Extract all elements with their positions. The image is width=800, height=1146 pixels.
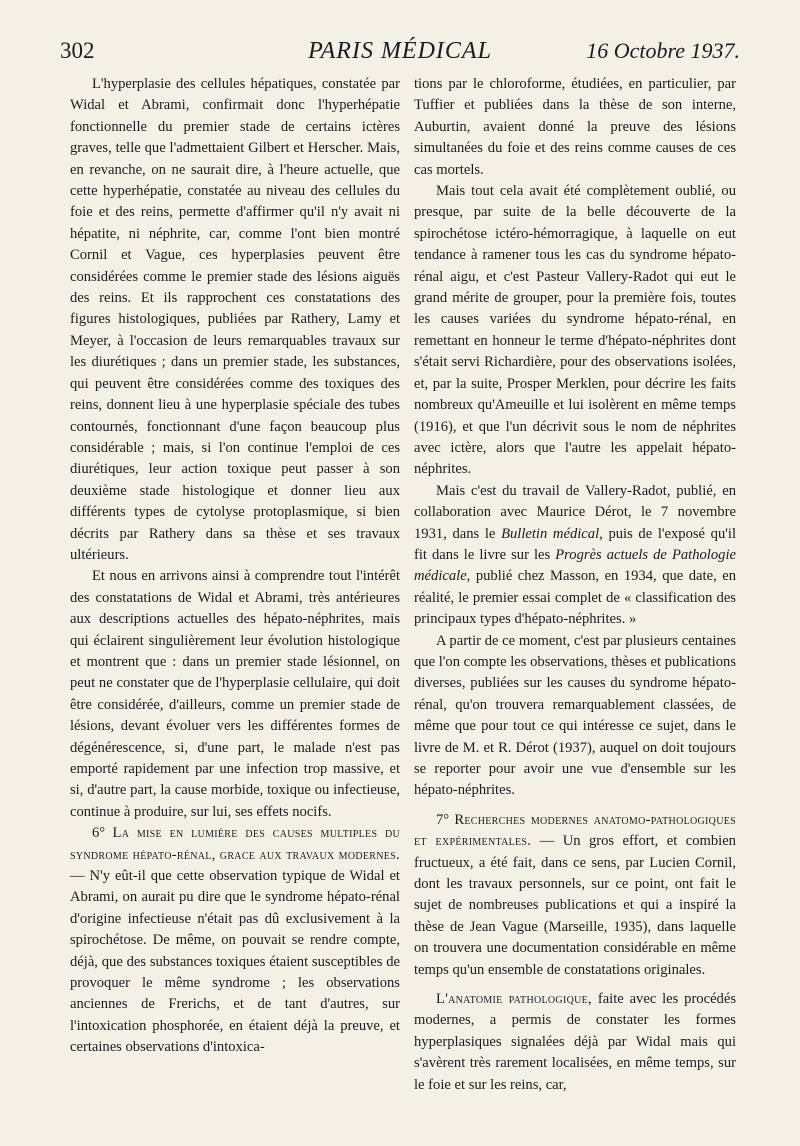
text-run: publié chez Masson, en 1934, que date, en réalité, le premier essai complet de « classification des principaux types d'hépato-néphrites. » xyxy=(414,568,736,628)
journal-title: PARIS MÉDICAL xyxy=(308,38,492,64)
paragraph-continued: tions par le chloroforme, étudiées, en particulier, par Tuffier et publiées dans la thèse de son interne, Auburtin, avaient donné la preuve des lésions simultanées du foie et des reins comme causes de ces cas mortels. xyxy=(414,76,736,178)
text-run: faite avec les procédés modernes, a permis de constater les formes hyperplasiques signalées déjà par Widal mais qui s'avèrent très rarement localisées, en même temps, sur le foie et sur les reins, car, xyxy=(414,991,737,1093)
journal-reference: Bulletin médical, xyxy=(501,525,603,542)
left-column xyxy=(70,74,400,1059)
section-7-paragraph xyxy=(414,810,736,981)
paragraph xyxy=(414,481,736,631)
section-6-paragraph xyxy=(70,823,400,1058)
page-number: 302 xyxy=(60,38,95,63)
section-heading: Recherches modernes anatomo-pathologiques et expérimentales. xyxy=(414,811,736,850)
subsection-heading: L'anatomie pathologique, xyxy=(436,991,592,1008)
issue-date: 16 Octobre 1937. xyxy=(586,38,740,63)
paragraph: Mais tout cela avait été complètement oublié, ou presque, par suite de la belle découverte de la spirochétose ictéro-hémorragique, à laquelle on eut tendance à ramener tous les cas du syndrome hépato-rénal aigu, et c'est Pasteur Vallery-Radot qui eut le grand mérite de grouper, pour la première fois, toutes les causes variées du syndrome hépato-rénal, en remettant en honneur le terme d'hépato-néphrites dont s'était servi Richardière, pour des observations isolées, et, par la suite, Prosper Merklen, pour décrire les faits nombreux qu'Ameuille et lui isolèrent en même temps (1916), et que l'un décrivit sous le nom de néphrites avec ictère, alors que l'autre les appelait hépato-néphrites. xyxy=(414,183,736,478)
paragraph: A partir de ce moment, c'est par plusieurs centaines que l'on compte les observations, thèses et publications diverses, publiées sur les causes du syndrome hépato-rénal, qu'on trouvera remarquablement classées, de même que pour tout ce qui intéresse ce sujet, dans le livre de M. et R. Dérot (1937), auquel on doit toujours se reporter pour avoir une vue d'ensemble sur les hépato-néphrites. xyxy=(414,632,737,799)
section-number: 6° xyxy=(92,825,106,842)
right-column xyxy=(414,74,736,1096)
text-run: puis de l'exposé qu'il fit dans le livre sur les xyxy=(414,525,737,563)
book-reference: Progrès actuels de Pathologie médicale, xyxy=(414,546,736,585)
section-heading: La mise en lumière des causes multiples du syndrome hépato-rénal, grace aux travaux modernes. xyxy=(70,825,400,863)
section-body: — Un gros effort, et combien fructueux, a été fait, dans ce sens, par Lucien Cornil, dont les travaux personnels, sur ce point, ont fait le sujet de nombreuses publications et qui a inspiré la thèse de Jean Vague (Marseille, 1935), dans laquelle on trouvera une documentation considérable en même temps qu'un ensemble de constatations originales. xyxy=(414,833,736,978)
section-body: — N'y eût-il que cette observation typique de Widal et Abrami, on aurait pu dire que le syndrome hépato-rénal d'origine infectieuse n'était pas dû exclusivement à la spirochétose. De même, on pouvait se rendre compte, déjà, que des substances toxiques étaient susceptibles de provoquer le même syndrome ; les observations anciennes de Frerichs, et de tant d'autres, sur l'intoxication phosphorée, en étaient déjà la preuve, et certaines observations d'intoxica- xyxy=(70,868,400,1056)
paragraph xyxy=(414,989,736,1096)
page-header xyxy=(60,38,740,78)
paragraph: Et nous en arrivons ainsi à comprendre tout l'intérêt des constatations de Widal et Abrami, très antérieures aux descriptions actuelles des hépato-néphrites, mais qui éclairent singulièrement leur évolution histologique et montrent que : dans un premier stade lésionnel, on peut ne constater que de l'hyperplasie cellulaire, qui doit être considérée, d'ailleurs, comme un premier stade de lésions, devant évoluer vers les différentes formes de dégénérescence, si, d'une part, le malade n'est pas emporté rapidement par une infection trop massive, et si, d'autre part, la cause morbide, toxique ou infectieuse, continue à produire, sur lui, ses effets nocifs. xyxy=(70,568,400,820)
paragraph: L'hyperplasie des cellules hépatiques, constatée par Widal et Abrami, confirmait donc l'hyperhépatie fonctionnelle du premier stade de certains ictères graves, telle que l'admettaient Gilbert et Herscher. Mais, en revanche, on ne saurait dire, à l'heure actuelle, que cette hyperhépatie, constatée au niveau des cellules du foie et des reins, permette d'affirmer qu'il n'y avait ni hépatite, ni néphrite, car, comme l'ont bien montré Cornil et Vague, ces hyperplasies peuvent être considérées comme le premier stade des lésions aiguës des reins. Et ils rapprochent ces constatations des figures histologiques, publiées par Rathery, Lamy et Meyer, à l'occasion de leurs remarquables travaux sur les diurétiques ; dans un premier stade, les substances, qui peuvent être considérées comme des toxiques des reins, donnent lieu à une hyperplasie spéciale des tubes contournés, fonctionnant d'une façon beaucoup plus considérable ; mais, si l'on continue l'emploi de ces diurétiques, leur action toxique peut passer à son deuxième stade histologique et donner lieu aux différents types de cytolyse protoplasmique, si bien décrits par Rathery dans sa thèse et ses travaux ultérieurs. xyxy=(70,76,400,563)
section-number: 7° xyxy=(436,811,450,828)
text-run: Mais c'est du travail de Vallery-Radot, publié, en collaboration avec Maurice Dérot, le 7 novembre 1931, dans le xyxy=(414,482,736,542)
